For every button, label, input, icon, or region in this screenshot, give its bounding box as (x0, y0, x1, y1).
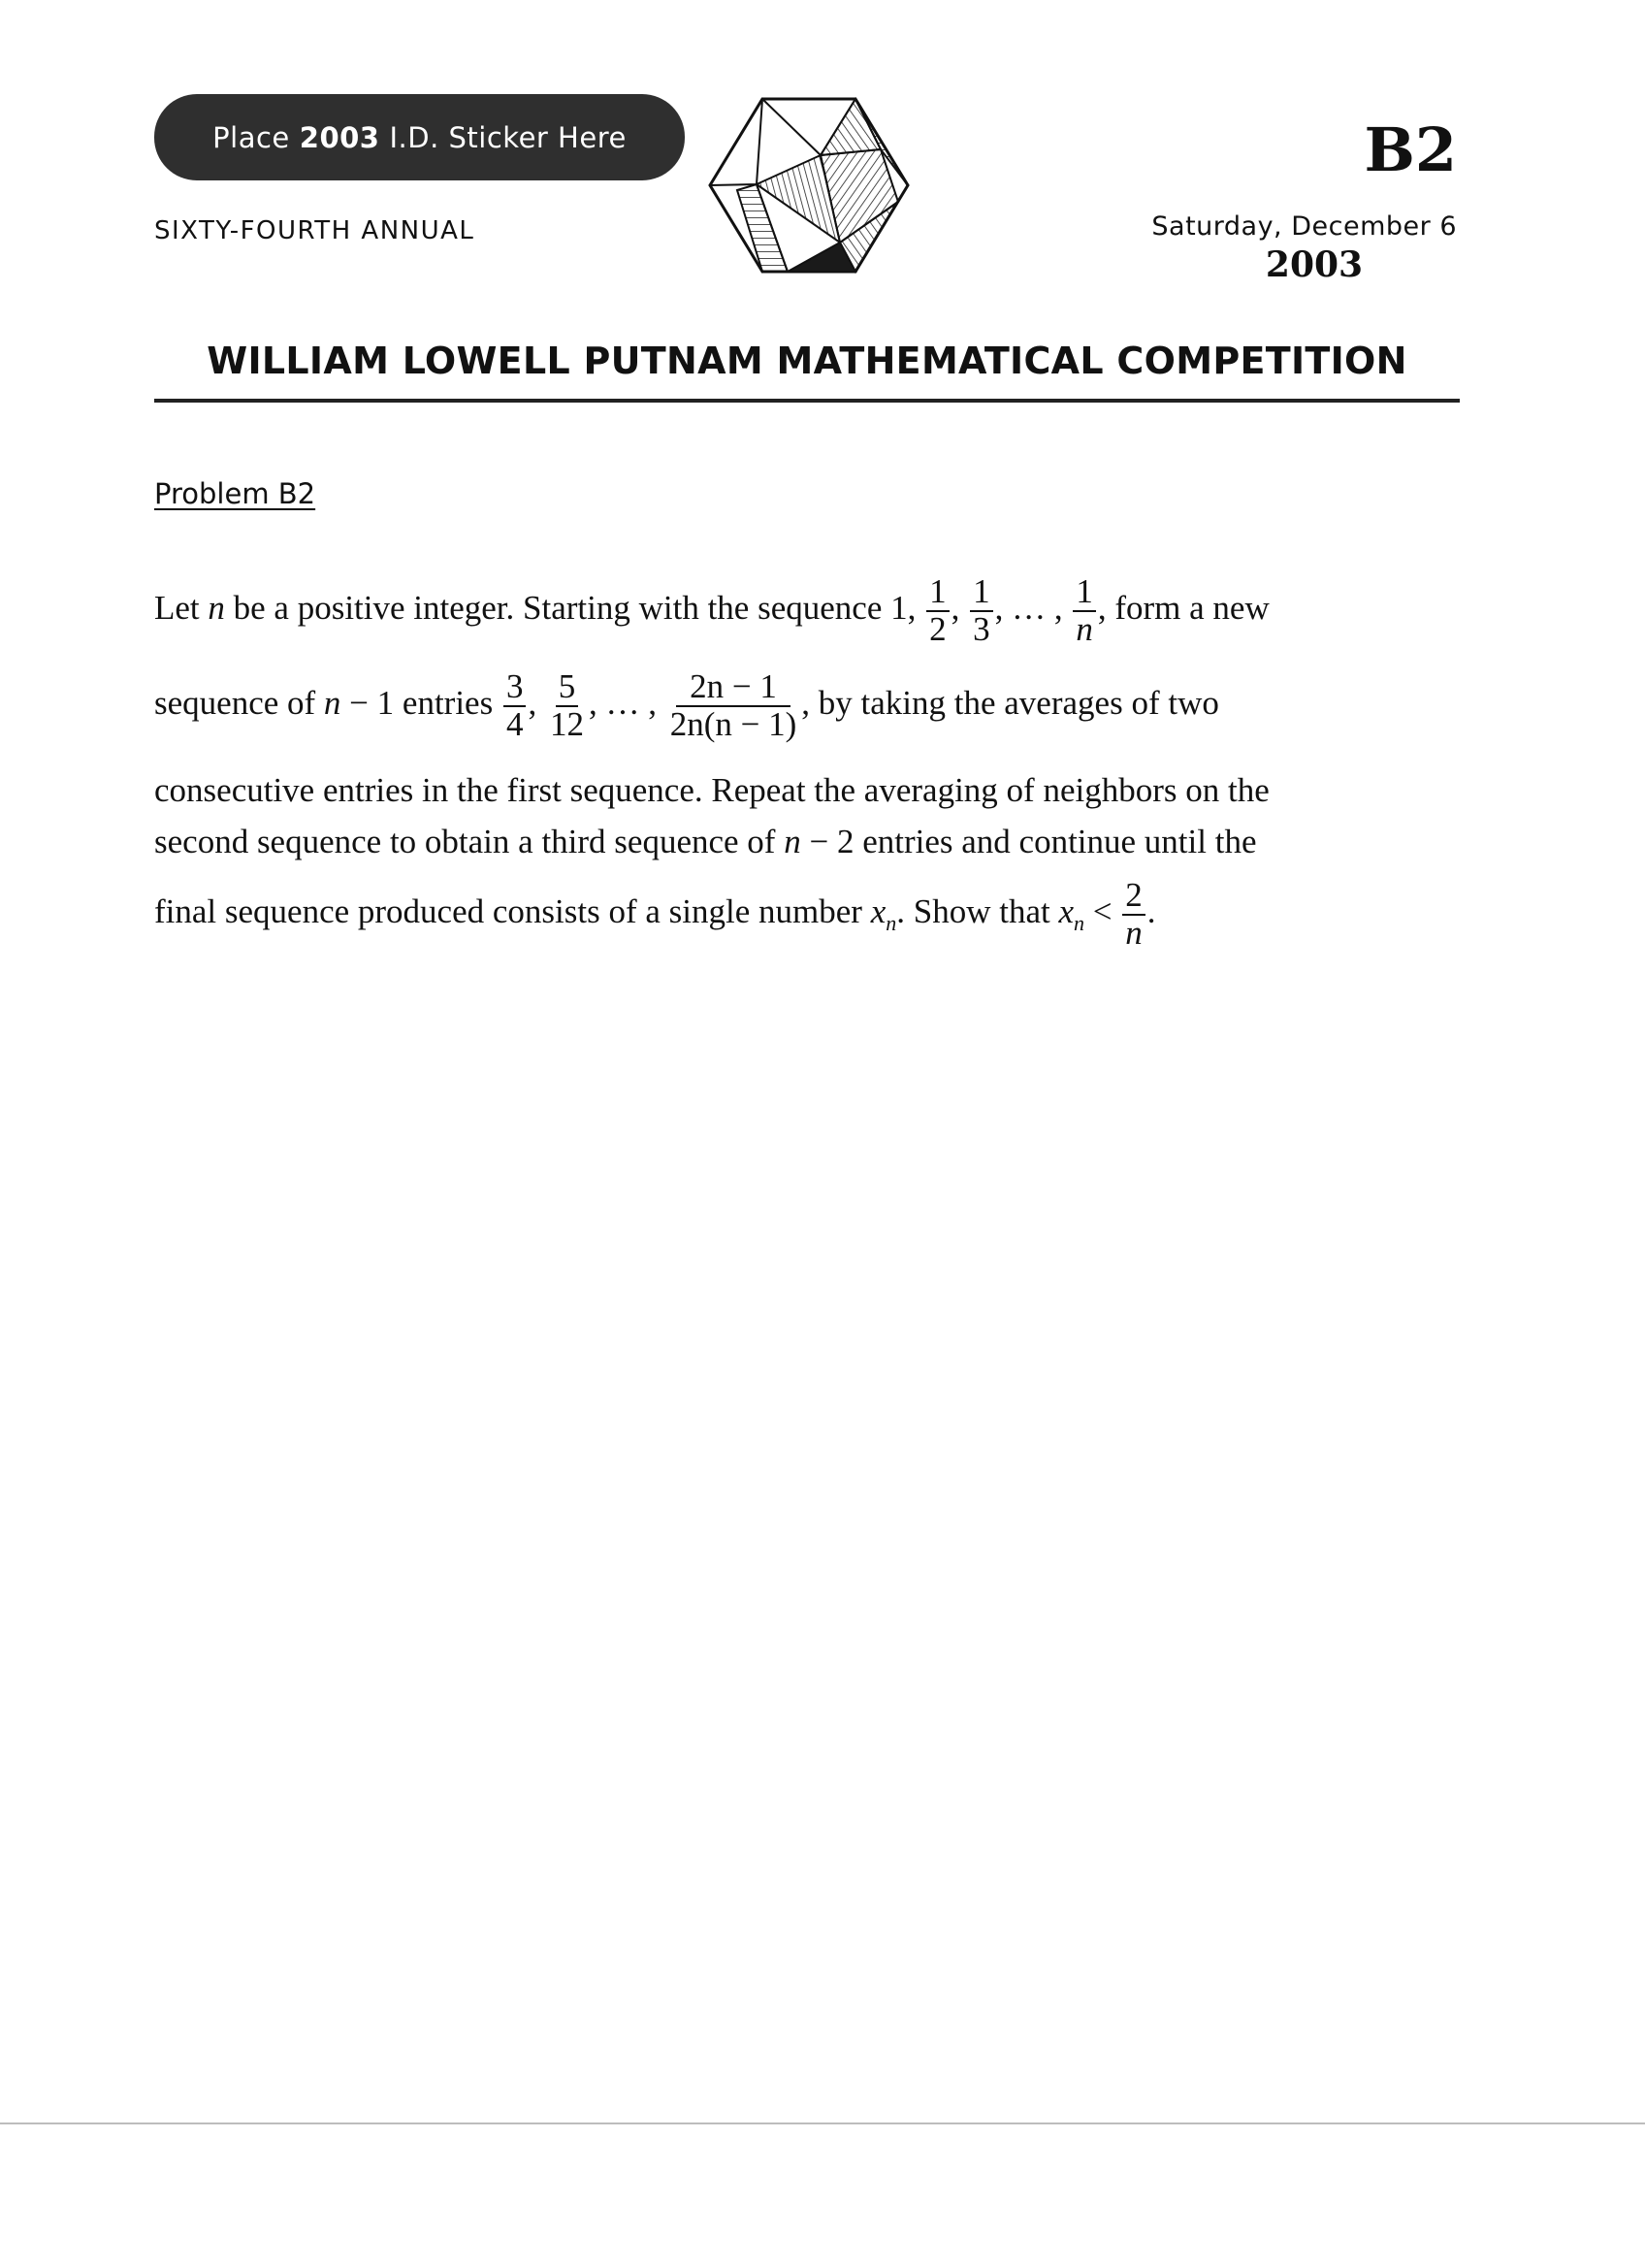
icosahedron-logo-icon (706, 95, 912, 275)
fraction-five-twelfths: $\frac{5}{12}$ (549, 667, 584, 743)
annual-label: SIXTY-FOURTH ANNUAL (154, 216, 475, 245)
problem-line-4: second sequence to obtain a third sequence of n − 2 entries and continue until the (154, 823, 1257, 860)
exam-year: 2003 (1265, 244, 1364, 285)
sticker-prefix: Place (212, 120, 290, 154)
problem-code: B2 (1364, 114, 1457, 185)
problem-line-5: final sequence produced consists of a single number $x_n$. Show that $x_n$ < $\frac{2}{n}$ . (154, 876, 1156, 952)
id-sticker-box (154, 94, 685, 180)
problem-line-2: sequence of n − 1 entries $\frac{3}{4}$ , $\frac{5}{12}$ , … , $\frac{2n - 1}{2n(n - 1)}$ , by taking the averages of two (154, 667, 1219, 743)
problem-label: Problem B2 (154, 477, 316, 510)
title-rule (154, 399, 1460, 403)
fraction-general-term: $\frac{2n - 1}{2n(n - 1)}$ (669, 667, 797, 743)
exam-date: Saturday, December 6 (1151, 211, 1457, 242)
competition-title: WILLIAM LOWELL PUTNAM MATHEMATICAL COMPETITION (207, 340, 1407, 382)
fraction-three-fourths: $\frac{3}{4}$ (503, 669, 527, 743)
fraction-one-over-n: $\frac{1}{n}$ (1073, 574, 1096, 648)
sticker-suffix: I.D. Sticker Here (389, 120, 627, 154)
problem-line-3: consecutive entries in the first sequence. Repeat the averaging of neighbors on the (154, 771, 1270, 809)
problem-line-1: Let n be a positive integer. Starting with the sequence 1, $\frac{1}{2}$ , $\frac{1}{3}$ , … , $\frac{1}{n}$ , form a new (154, 572, 1270, 648)
sticker-year: 2003 (299, 120, 380, 154)
fraction-two-over-n: $\frac{2}{n}$ (1122, 878, 1145, 952)
page-bottom-edge (0, 2122, 1645, 2124)
fraction-one-half: $\frac{1}{2}$ (926, 574, 950, 648)
fraction-one-third: $\frac{1}{3}$ (970, 574, 993, 648)
